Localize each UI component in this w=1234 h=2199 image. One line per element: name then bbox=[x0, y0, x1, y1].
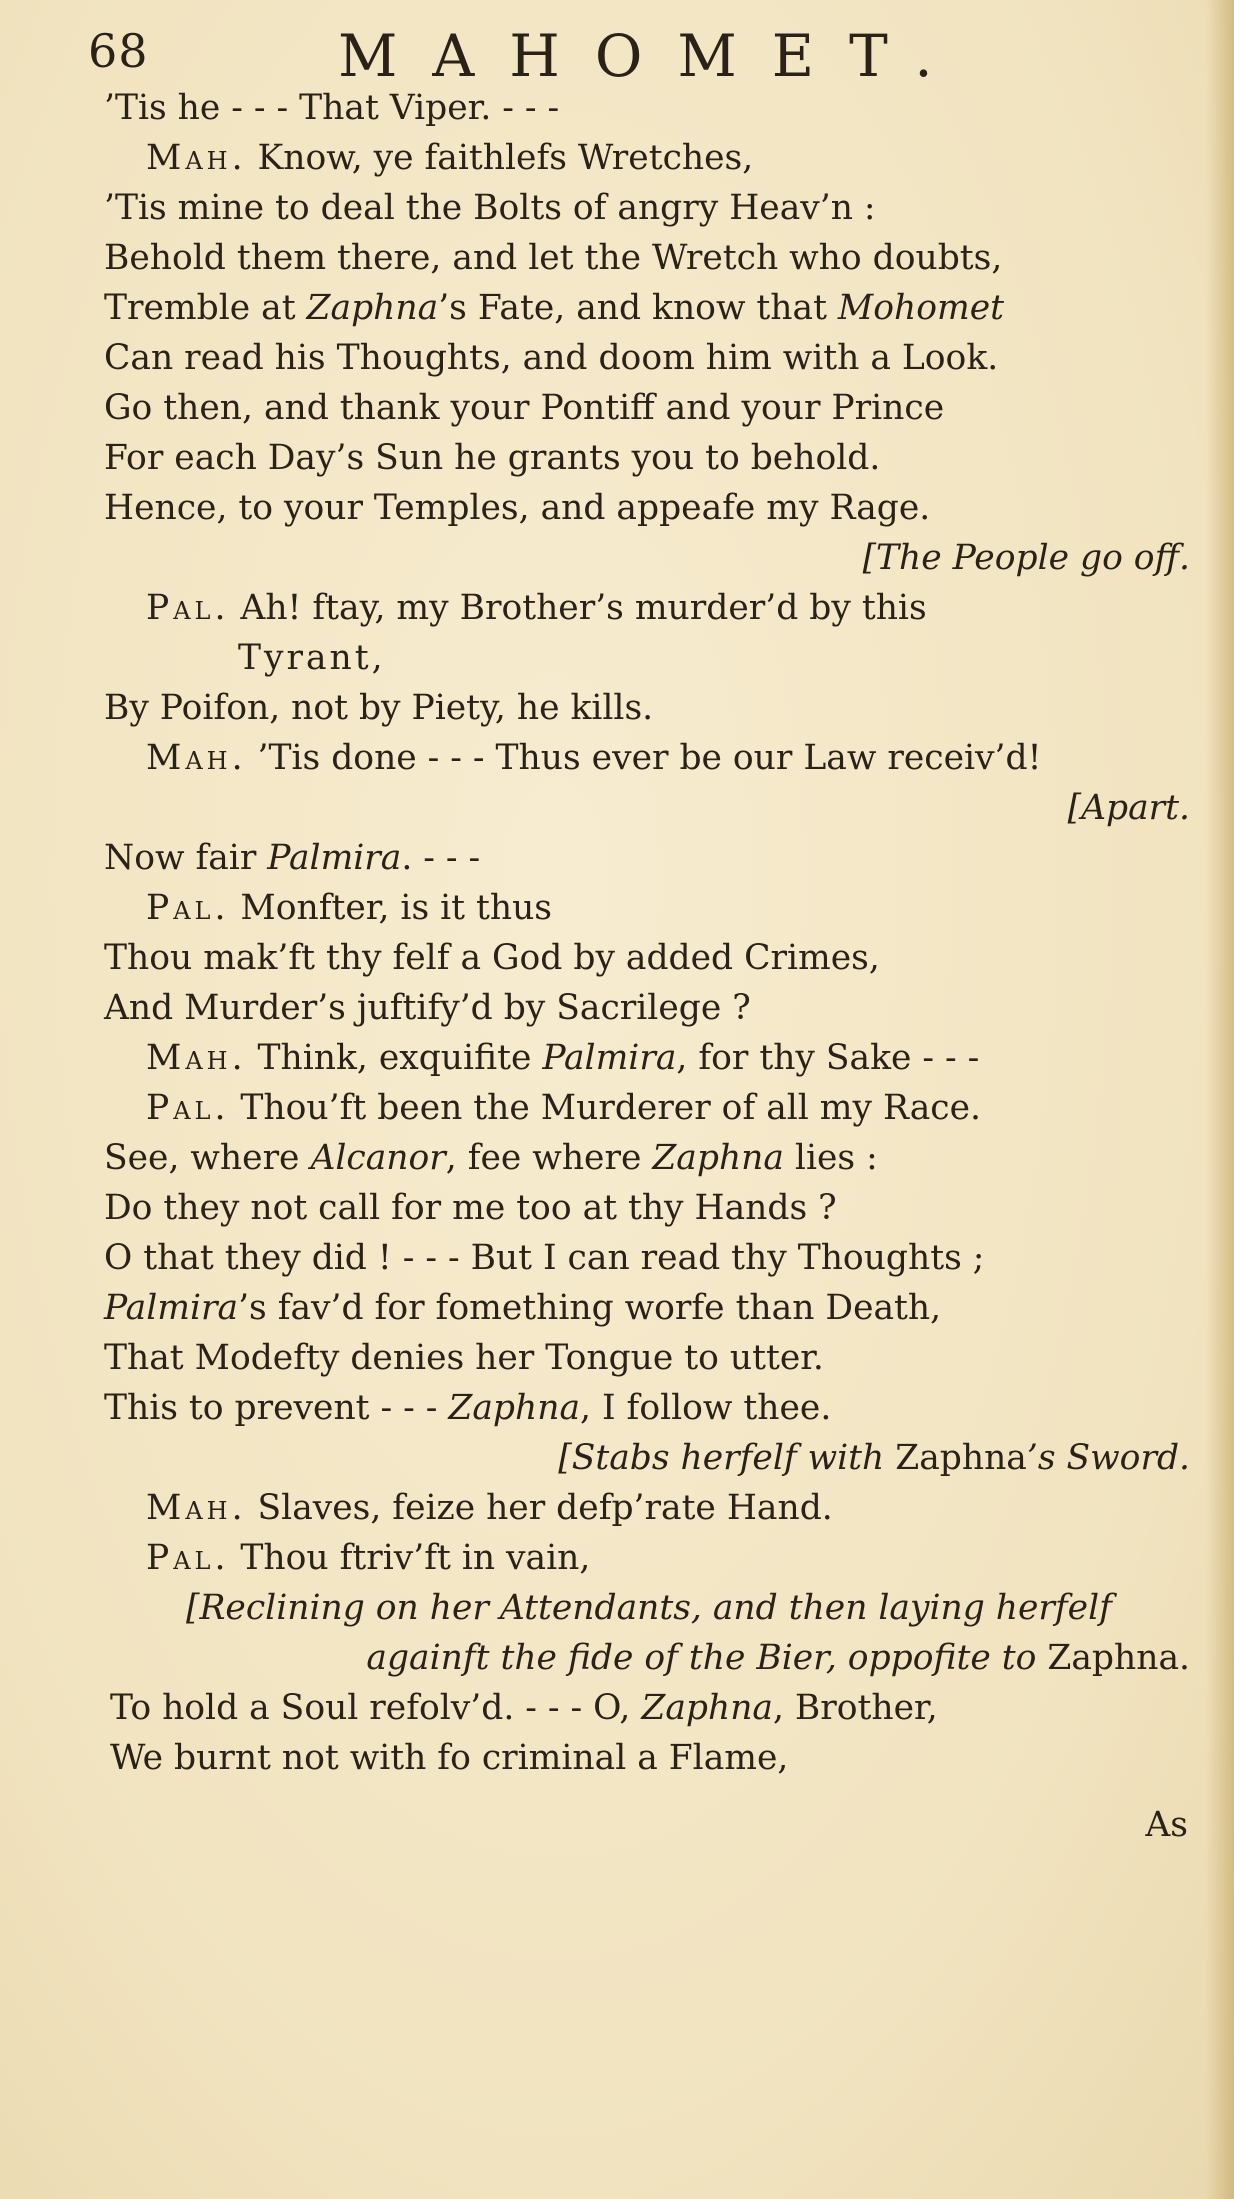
speech-line: Pal. Thou’ft been the Murderer of all my Race. bbox=[146, 1088, 982, 1128]
stage-direction: [Stabs herfelf with Zaphna’s Sword. bbox=[558, 1438, 1190, 1478]
text-line: Tremble at Zaphna’s Fate, and know that Mohomet bbox=[104, 288, 1005, 328]
text-line: This to prevent - - - Zaphna, I follow thee. bbox=[104, 1388, 832, 1428]
page-edge-shadow bbox=[1206, 0, 1234, 2199]
text-line: That Modefty denies her Tongue to utter. bbox=[104, 1338, 824, 1378]
speech-line: Mah. Slaves, feize her defp’rate Hand. bbox=[146, 1488, 833, 1528]
speaker-name: Pal. bbox=[146, 1538, 230, 1578]
text-line: Now fair Palmira. - - - bbox=[104, 838, 481, 878]
text-line: Tyrant, bbox=[238, 638, 386, 678]
catchword: As bbox=[1145, 1805, 1188, 1845]
text-line: ’Tis mine to deal the Bolts of angry Heav’n : bbox=[104, 188, 876, 228]
stage-direction: againft the fide of the Bier, oppofite to Zaphna. bbox=[366, 1638, 1190, 1678]
text-line: For each Day’s Sun he grants you to behold. bbox=[104, 438, 881, 478]
speech-line: Pal. Thou ftriv’ft in vain, bbox=[146, 1538, 591, 1578]
text-line: Thou mak’ft thy felf a God by added Crimes, bbox=[104, 938, 880, 978]
text-line: We burnt not with fo criminal a Flame, bbox=[110, 1738, 789, 1778]
speech-line: Pal. Ah! ftay, my Brother’s murder’d by this bbox=[146, 588, 927, 628]
speech-line: Mah. ’Tis done - - - Thus ever be our Law receiv’d! bbox=[146, 738, 1042, 778]
stage-direction: [The People go off. bbox=[862, 538, 1190, 578]
text-line: Can read his Thoughts, and doom him with a Look. bbox=[104, 338, 999, 378]
speaker-name: Pal. bbox=[146, 888, 230, 928]
speech-line: Pal. Monfter, is it thus bbox=[146, 888, 552, 928]
text-line: See, where Alcanor, fee where Zaphna lies : bbox=[104, 1138, 878, 1178]
speaker-name: Mah. bbox=[146, 1038, 247, 1078]
text-line: Do they not call for me too at thy Hands ? bbox=[104, 1188, 837, 1228]
text-line: ’Tis he - - - That Viper. - - - bbox=[104, 88, 560, 128]
page-header bbox=[88, 18, 1148, 88]
stage-direction: [Reclining on her Attendants, and then laying herfelf bbox=[186, 1588, 1112, 1628]
text-line: Go then, and thank your Pontiff and your Prince bbox=[104, 388, 945, 428]
speech-line: Mah. Think, exquifite Palmira, for thy Sake - - - bbox=[146, 1038, 980, 1078]
speaker-name: Mah. bbox=[146, 1488, 247, 1528]
text-line: By Poifon, not by Piety, he kills. bbox=[104, 688, 654, 728]
text-line: Hence, to your Temples, and appeafe my Rage. bbox=[104, 488, 931, 528]
speaker-name: Mah. bbox=[146, 738, 247, 778]
text-line: And Murder’s juftify’d by Sacrilege ? bbox=[104, 988, 751, 1028]
text-line: To hold a Soul refolv’d. - - - O, Zaphna, Brother, bbox=[110, 1688, 938, 1728]
speech-line: Mah. Know, ye faithlefs Wretches, bbox=[146, 138, 754, 178]
stage-direction: [Apart. bbox=[1067, 788, 1190, 828]
running-title: MAHOMET. bbox=[338, 22, 968, 90]
speaker-name: Pal. bbox=[146, 588, 230, 628]
speaker-name: Mah. bbox=[146, 138, 247, 178]
page-number: 68 bbox=[88, 24, 149, 78]
text-line: Behold them there, and let the Wretch who doubts, bbox=[104, 238, 1003, 278]
text-line: O that they did ! - - - But I can read thy Thoughts ; bbox=[104, 1238, 985, 1278]
text-line: Palmira’s fav’d for fomething worfe than Death, bbox=[104, 1288, 942, 1328]
speaker-name: Pal. bbox=[146, 1088, 230, 1128]
